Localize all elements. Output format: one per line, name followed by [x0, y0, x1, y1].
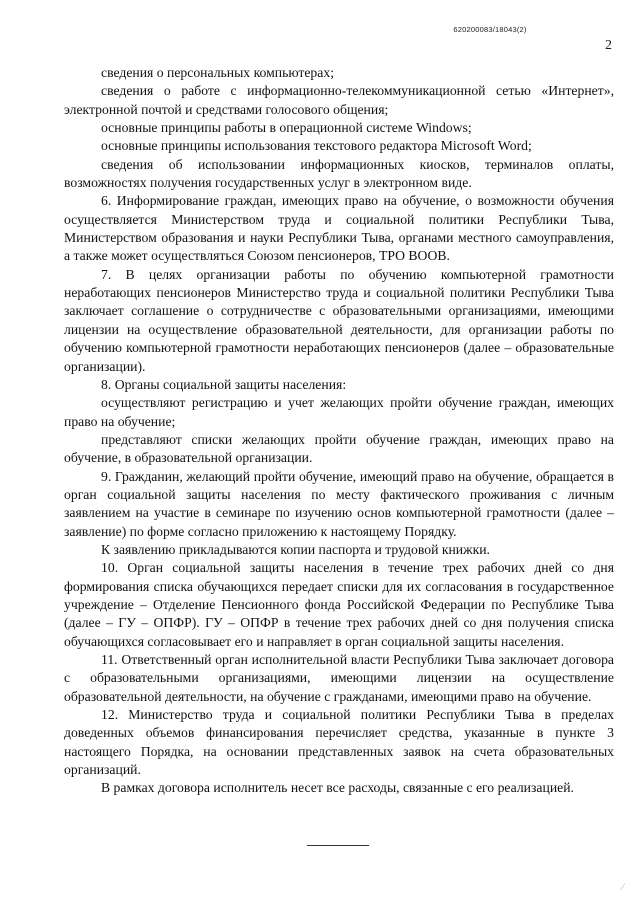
paragraph: 7. В целях организации работы по обучению компьютерной грамотности неработающих пенсионеров Министерство труда и социальной политики Республики Тыва заключает соглашение о сотрудничестве с образовательными организациями, имеющими лицензии на осуществление образовательной деятельности, для организации работы по обучению компьютерной грамотности неработающих пенсионеров (далее – образовательные организации). [64, 266, 614, 374]
paragraph: осуществляют регистрацию и учет желающих пройти обучение граждан, имеющих право на обучение; [64, 395, 614, 429]
document-id: 620200083/18043(2) [453, 25, 527, 34]
closing-divider [307, 845, 369, 846]
scan-mark: ⁄ [622, 882, 624, 892]
paragraph: К заявлению прикладываются копии паспорта и трудовой книжки. [101, 541, 490, 557]
page-number: 2 [605, 38, 612, 53]
paragraph: сведения о персональных компьютерах; [101, 65, 335, 80]
paragraph: В рамках договора исполнитель несет все расходы, связанные с его реализацией. [101, 780, 574, 796]
paragraph: 10. Орган социальной защиты населения в течение трех рабочих дней со дня формирования списка обучающихся передает списки для их согласования в государственное учреждение – Отделение Пенсионного фонда Российской Федерации по Республике Тыва (далее – ГУ – ОПФР). ГУ – ОПФР в течение трех рабочих дней со дня получения списка обучающихся согласовывает его и направляет в орган социальной защиты населения. [64, 560, 614, 649]
paragraph: 12. Министерство труда и социальной политики Республики Тыва в пределах доведенных объемов финансирования перечисляет средства, указанные в пункте 3 настоящего Порядка, на основании представленных заявок на счета образовательных организаций. [64, 707, 614, 778]
paragraph: 6. Информирование граждан, имеющих право на обучение, о возможности обучения осуществляется Министерством труда и социальной политики Республики Тыва, Министерством образования и науки Республики Тыва, органами местного самоуправления, а также может осуществляться Союзом пенсионеров, ТРО ВООВ. [64, 193, 614, 264]
paragraph: представляют списки желающих пройти обучение граждан, имеющих право на обучение, в образовательной организации. [64, 431, 614, 466]
paragraph: основные принципы работы в операционной системе Windows; [101, 120, 472, 136]
paragraph: основные принципы использования текстового редактора Microsoft Word; [101, 138, 532, 154]
paragraph: 11. Ответственный орган исполнительной власти Республики Тыва заключает договора с образовательными организациями, имеющими лицензии на осуществление образовательной деятельности, на обучение с гражданами, имеющими право на обучение. [64, 652, 614, 704]
paragraph: 8. Органы социальной защиты населения: [101, 376, 347, 392]
paragraph: 9. Гражданин, желающий пройти обучение, имеющий право на обучение, обращается в орган социальной защиты населения по месту фактического проживания с личным заявлением на участие в семинаре по изучению основ компьютерной грамотности (далее – заявление) по форме согласно приложению к настоящему Порядку. [64, 468, 614, 539]
paragraph: сведения об использовании информационных киосков, терминалов оплаты, возможностях получения государственных услуг в электронном виде. [64, 156, 614, 191]
paragraph: сведения о работе с информационно-телекоммуникационной сетью «Интернет», электронной почтой и средствами голосового общения; [64, 83, 614, 117]
document-body [64, 64, 614, 798]
